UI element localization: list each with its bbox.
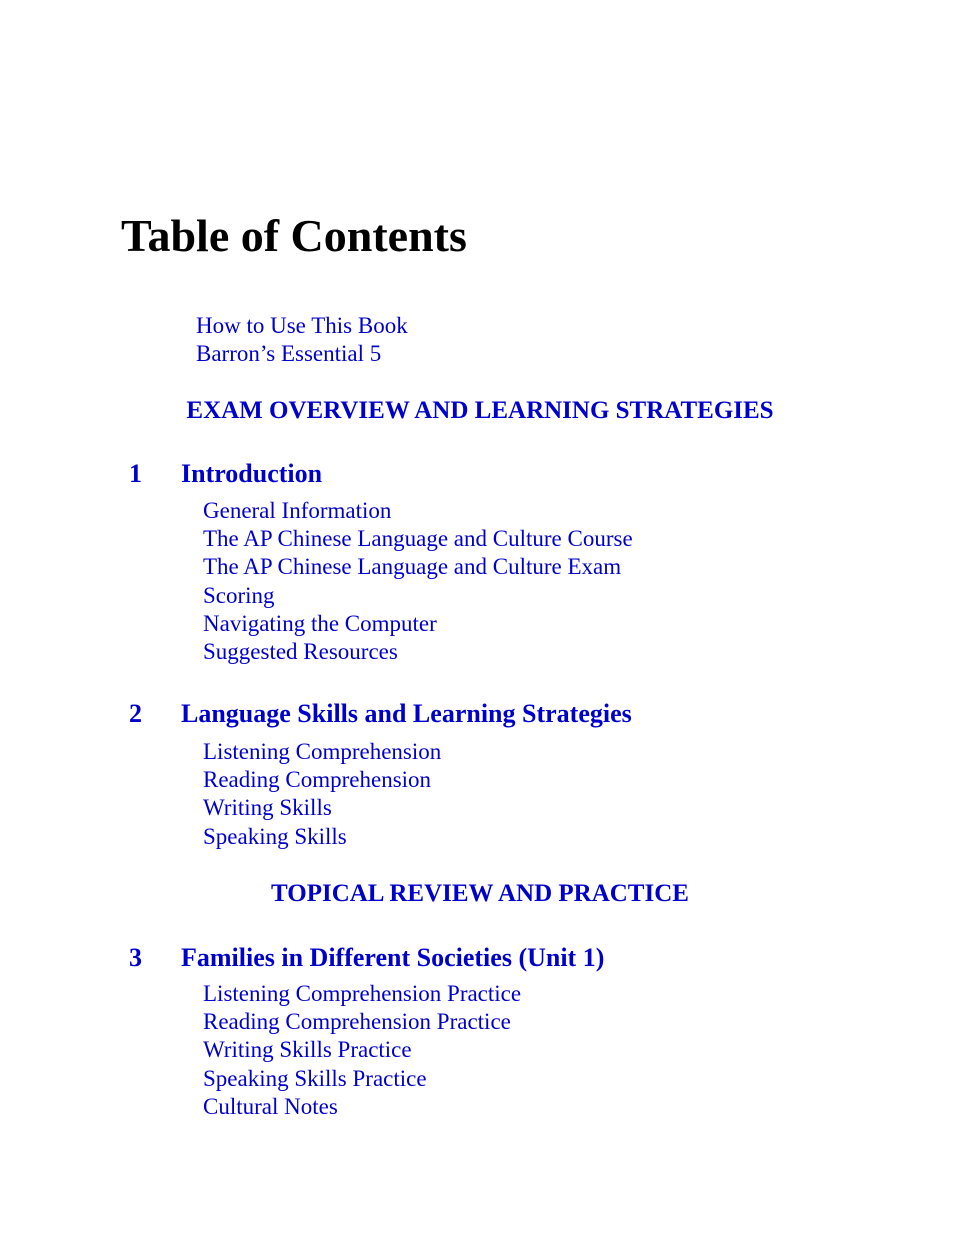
part-heading-exam-overview[interactable]: EXAM OVERVIEW AND LEARNING STRATEGIES <box>186 397 774 424</box>
part-heading-topical-review[interactable]: TOPICAL REVIEW AND PRACTICE <box>271 880 689 907</box>
chapter-3-sections <box>203 980 521 1121</box>
toc-link-speaking-practice[interactable]: Speaking Skills Practice <box>203 1065 427 1091</box>
toc-link-cultural-notes[interactable]: Cultural Notes <box>203 1093 338 1119</box>
toc-link-essential-5[interactable]: Barron’s Essential 5 <box>196 341 382 366</box>
front-matter-list <box>196 312 408 368</box>
toc-link-reading-practice[interactable]: Reading Comprehension Practice <box>203 1009 511 1035</box>
chapter-title: Introduction <box>181 459 323 488</box>
chapter-heading-3[interactable] <box>129 943 604 973</box>
page-title: Table of Contents <box>121 210 467 261</box>
toc-link-listening-comprehension[interactable]: Listening Comprehension <box>203 739 442 764</box>
chapter-2-sections <box>203 738 441 851</box>
toc-link-suggested-resources[interactable]: Suggested Resources <box>203 639 398 665</box>
toc-link-writing-skills[interactable]: Writing Skills <box>203 795 332 821</box>
toc-link-general-information[interactable]: General Information <box>203 498 392 523</box>
chapter-number: 2 <box>129 699 142 728</box>
chapter-heading-2[interactable] <box>129 699 632 729</box>
toc-link-how-to-use[interactable]: How to Use This Book <box>196 313 408 338</box>
chapter-number: 3 <box>129 943 142 972</box>
toc-link-speaking-skills[interactable]: Speaking Skills <box>203 823 347 849</box>
chapter-title: Families in Different Societies (Unit 1) <box>181 943 605 972</box>
chapter-heading-1[interactable] <box>129 459 322 489</box>
toc-link-ap-exam[interactable]: The AP Chinese Language and Culture Exam <box>203 554 622 580</box>
toc-link-listening-practice[interactable]: Listening Comprehension Practice <box>203 981 522 1006</box>
toc-link-writing-practice[interactable]: Writing Skills Practice <box>203 1037 412 1063</box>
toc-link-ap-course[interactable]: The AP Chinese Language and Culture Course <box>203 526 633 552</box>
toc-link-navigating-computer[interactable]: Navigating the Computer <box>203 610 437 636</box>
toc-link-reading-comprehension[interactable]: Reading Comprehension <box>203 767 432 793</box>
chapter-title: Language Skills and Learning Strategies <box>181 699 632 728</box>
toc-link-scoring[interactable]: Scoring <box>203 582 275 608</box>
chapter-number: 1 <box>129 459 142 488</box>
chapter-1-sections <box>203 497 633 666</box>
